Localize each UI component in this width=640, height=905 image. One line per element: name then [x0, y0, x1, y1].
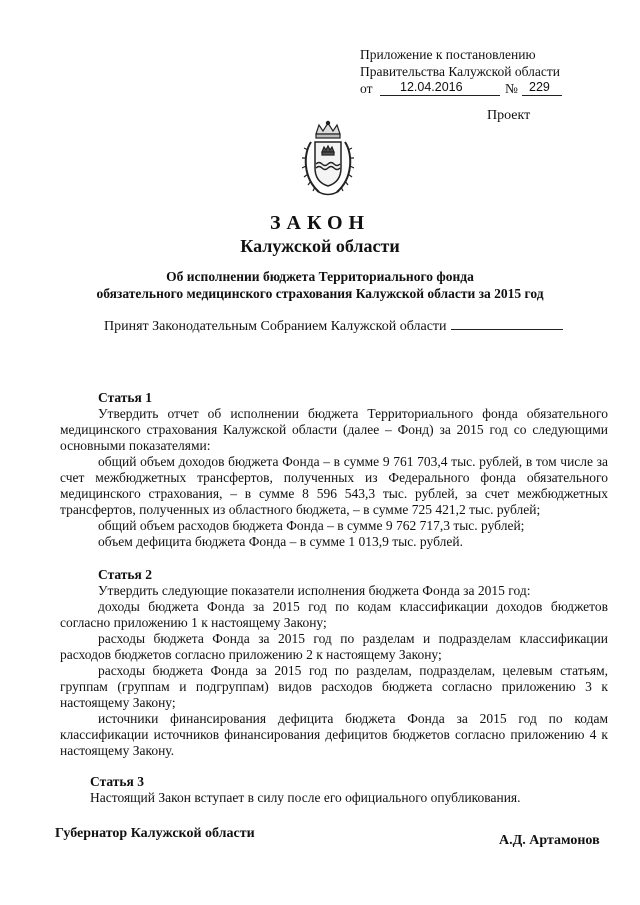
article-1-heading: Статья 1 [98, 390, 152, 405]
article-3-heading: Статья 3 [90, 774, 144, 789]
appendix-line-2: Правительства Калужской области [360, 64, 561, 79]
appendix-number-label: № [505, 81, 518, 96]
accepted-text: Принят Законодательным Собранием Калужской области [104, 319, 447, 334]
signatory-name: А.Д. Артамонов [499, 833, 600, 848]
accepted-line [104, 317, 563, 335]
appendix-block [360, 46, 600, 97]
law-subject-line-2: обязательного медицинского страхования Калужской области за 2015 год [96, 286, 544, 301]
accepted-blank-underline [451, 317, 563, 330]
article-1-item-1: общий объем доходов бюджета Фонда – в сумме 9 761 703,4 тыс. рублей, в том числе за счет межбюджетных трансфертов, полученных из Федерального фонда обязательного медицинского страхования, – в сумме 8 596 543,3 тыс. рублей, за счет межбюджетных трансфертов, полученных из областного бюджета, – в сумме 725 421,2 тыс. рублей; [60, 454, 608, 517]
article-2-heading: Статья 2 [98, 567, 152, 582]
article-1-intro: Утвердить отчет об исполнении бюджета Территориального фонда обязательного медицинского страхования Калужской области (далее – Фонд) за 2015 год со следующими основными показателями: [60, 406, 608, 453]
article-1-item-3: объем дефицита бюджета Фонда – в сумме 1 013,9 тыс. рублей. [98, 534, 463, 549]
law-region: Калужской области [240, 236, 400, 256]
law-subject-line-1: Об исполнении бюджета Территориального фонда [166, 269, 474, 284]
appendix-from-label: от [360, 81, 373, 96]
article-3 [60, 774, 608, 806]
article-3-text: Настоящий Закон вступает в силу после его официального опубликования. [90, 790, 521, 805]
article-2 [60, 567, 608, 759]
appendix-line-1: Приложение к постановлению [360, 47, 536, 62]
coat-of-arms-icon [299, 120, 357, 198]
article-2-item-3: расходы бюджета Фонда за 2015 год по разделам, подразделам, целевым статьям, группам (группам и подгруппам) видов расходов бюджета согласно приложению 3 к настоящему Закону; [60, 663, 608, 710]
article-1 [60, 390, 608, 550]
project-label: Проект [487, 108, 531, 123]
article-2-item-2: расходы бюджета Фонда за 2015 год по разделам и подразделам классификации расходов бюджетов согласно приложению 2 к настоящему Закону; [60, 631, 608, 662]
article-2-item-4: источники финансирования дефицита бюджета Фонда за 2015 год по кодам классификации источников финансирования дефицитов бюджетов согласно приложению 4 к настоящему Закону. [60, 711, 608, 758]
article-2-intro: Утвердить следующие показатели исполнения бюджета Фонда за 2015 год: [98, 583, 531, 598]
law-title: ЗАКОН [269, 212, 371, 234]
appendix-number: 229 [529, 80, 550, 94]
law-subject [0, 268, 640, 302]
appendix-date-row [360, 80, 600, 97]
appendix-date: 12.04.2016 [400, 80, 463, 94]
governor-title: Губернатор Калужской области [55, 826, 255, 841]
article-2-item-1: доходы бюджета Фонда за 2015 год по кодам классификации доходов бюджетов согласно приложению 1 к настоящему Закону; [60, 599, 608, 630]
article-1-item-2: общий объем расходов бюджета Фонда – в сумме 9 762 717,3 тыс. рублей; [98, 518, 525, 533]
